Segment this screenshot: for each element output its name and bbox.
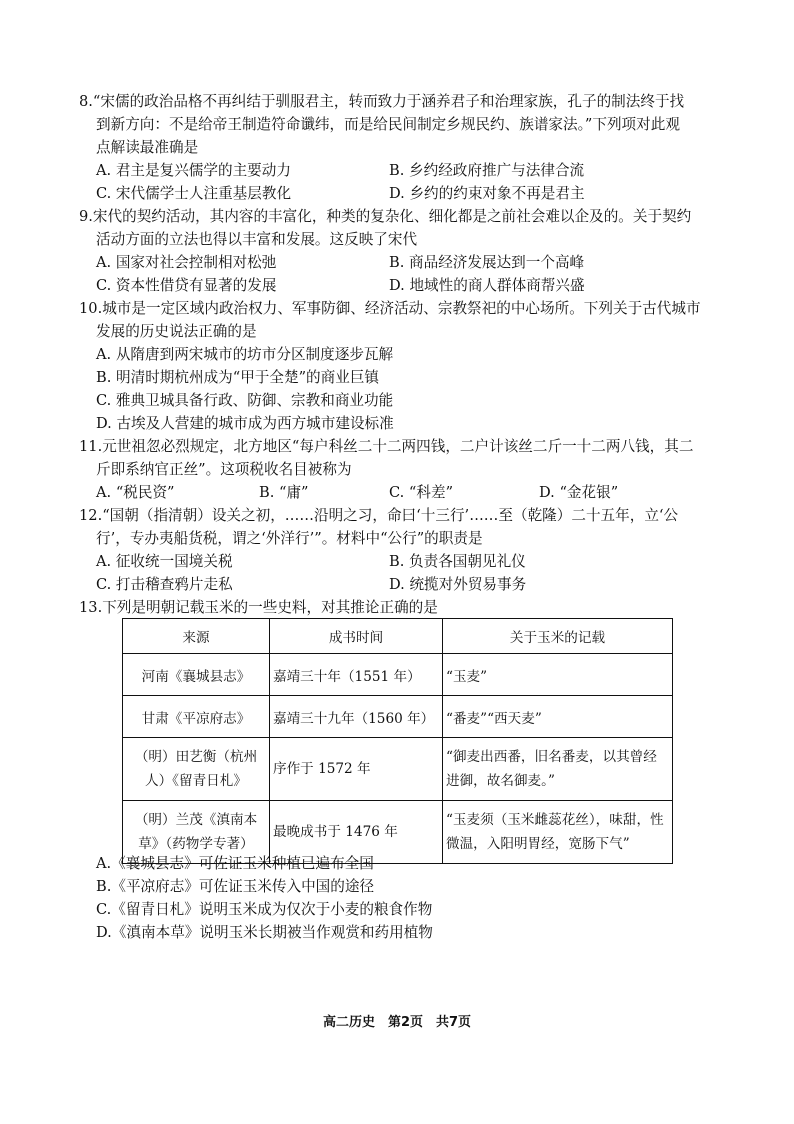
table-cell-record: “玉麦须（玉米雌蕊花丝），味甜，性微温，入阳明胃经，宽肠下气”	[443, 801, 673, 864]
question-8	[79, 90, 719, 205]
option-c[interactable]: C. 资本性借贷有显著的发展	[96, 277, 277, 294]
question-10-line-1: 10.城市是一定区域内政治权力、军事防御、经济活动、宗教祭祀的中心场所。下列关于古代城市	[79, 300, 701, 317]
option-b[interactable]: B. 负责各国朝见礼仪	[389, 553, 526, 570]
option-c[interactable]: C.《留青日札》说明玉米成为仅次于小麦的粮食作物	[96, 901, 433, 918]
question-12	[79, 504, 719, 596]
question-10	[79, 297, 719, 435]
table-cell-time: 序作于 1572 年	[270, 738, 443, 801]
option-d[interactable]: D. 古埃及人营建的城市成为西方城市建设标准	[96, 415, 394, 432]
question-11	[79, 435, 719, 504]
table-cell-time: 嘉靖三十年（1551 年）	[270, 654, 443, 696]
question-8-line-3: 点解读最准确是	[96, 139, 199, 156]
question-9-line-2: 活动方面的立法也得以丰富和发展。这反映了宋代	[96, 231, 418, 248]
table-header-time: 成书时间	[270, 619, 443, 654]
question-12-options-row-1	[79, 550, 719, 573]
table-cell-record: “玉麦”	[443, 654, 673, 696]
table-cell-source: 甘肃《平凉府志》	[123, 696, 270, 738]
option-b[interactable]: B. 乡约经政府推广与法律合流	[389, 162, 585, 179]
option-a[interactable]: A.《襄城县志》可佐证玉米种植已遍布全国	[96, 855, 374, 872]
table-cell-time: 嘉靖三十九年（1560 年）	[270, 696, 443, 738]
option-b[interactable]: B. 商品经济发展达到一个高峰	[389, 254, 585, 271]
option-d[interactable]: D. “金花银”	[539, 484, 619, 501]
page-footer: 高二历史 第2页 共7页	[322, 1015, 472, 1030]
table-cell-time: 最晚成书于 1476 年	[270, 801, 443, 864]
option-b[interactable]: B. 明清时期杭州成为“甲于全楚”的商业巨镇	[96, 369, 380, 386]
question-11-line-2: 斤即系纳官正丝”。这项税收名目被称为	[96, 461, 352, 478]
option-d[interactable]: D. 统揽对外贸易事务	[389, 576, 527, 593]
option-b[interactable]: B.《平凉府志》可佐证玉米传入中国的途径	[96, 878, 375, 895]
table-cell-source: 河南《襄城县志》	[123, 654, 270, 696]
option-a[interactable]: A. 国家对社会控制相对松弛	[96, 254, 277, 271]
table-header-record: 关于玉米的记载	[443, 619, 673, 654]
table-row	[123, 654, 673, 696]
question-8-options-row-1	[79, 159, 719, 182]
option-d[interactable]: D.《滇南本草》说明玉米长期被当作观赏和药用植物	[96, 924, 433, 941]
table-cell-source: （明）兰茂《滇南本草》（药物学专著）	[123, 801, 270, 864]
table-header-source: 来源	[123, 619, 270, 654]
option-a[interactable]: A. 从隋唐到两宋城市的坊市分区制度逐步瓦解	[96, 346, 394, 363]
table-row	[123, 696, 673, 738]
question-8-line-2: 到新方向：不是给帝王制造符命谶纬，而是给民间制定乡规民约、族谱家法。”下列项对此观	[96, 116, 680, 133]
table-header-row	[123, 619, 673, 654]
question-13-options	[79, 852, 719, 944]
question-12-options-row-2	[79, 573, 719, 596]
question-13	[79, 596, 719, 619]
option-a[interactable]: A. 君主是复兴儒学的主要动力	[96, 162, 291, 179]
question-11-options-row	[79, 481, 719, 504]
question-9-line-1: 9.宋代的契约活动，其内容的丰富化，种类的复杂化、细化都是之前社会难以企及的。关于契约	[79, 208, 692, 225]
option-d[interactable]: D. 地域性的商人群体商帮兴盛	[389, 277, 585, 294]
question-9	[79, 205, 719, 297]
option-c[interactable]: C. 宋代儒学士人注重基层教化	[96, 185, 292, 202]
question-13-line-1: 13.下列是明朝记载玉米的一些史料，对其推论正确的是	[79, 599, 438, 616]
corn-records-table	[122, 618, 673, 864]
table-cell-record: “御麦出西番，旧名番麦，以其曾经进御，故名御麦。”	[443, 738, 673, 801]
table-cell-source: （明）田艺衡（杭州人）《留青日札》	[123, 738, 270, 801]
option-c[interactable]: C. “科差”	[389, 484, 454, 501]
question-12-line-1: 12.“国朝（指清朝）设关之初，……沿明之习，命曰‘十三行’……至（乾隆）二十五年，立‘公	[79, 507, 679, 524]
question-9-options-row-1	[79, 251, 719, 274]
option-a[interactable]: A. 征收统一国境关税	[96, 553, 233, 570]
question-10-line-2: 发展的历史说法正确的是	[96, 323, 257, 340]
option-b[interactable]: B. “庸”	[259, 484, 309, 501]
table-cell-record: “番麦”“西天麦”	[443, 696, 673, 738]
option-c[interactable]: C. 雅典卫城具备行政、防御、宗教和商业功能	[96, 392, 394, 409]
option-c[interactable]: C. 打击稽查鸦片走私	[96, 576, 233, 593]
option-a[interactable]: A. “税民资”	[96, 484, 175, 501]
question-8-line-1: 8.“宋儒的政治品格不再纠结于驯服君主，转而致力于涵养君子和治理家族，孔子的制法终于找	[79, 93, 685, 110]
question-11-line-1: 11.元世祖忽必烈规定，北方地区“每户科丝二十二两四钱，二户计该丝二斤一十二两八钱，其二	[79, 438, 694, 455]
question-9-options-row-2	[79, 274, 719, 297]
question-8-options-row-2	[79, 182, 719, 205]
question-12-line-2: 行’，专办夷船货税，谓之‘外洋行’”。材料中“公行”的职责是	[96, 530, 483, 547]
table-row	[123, 738, 673, 801]
option-d[interactable]: D. 乡约的约束对象不再是君主	[389, 185, 585, 202]
